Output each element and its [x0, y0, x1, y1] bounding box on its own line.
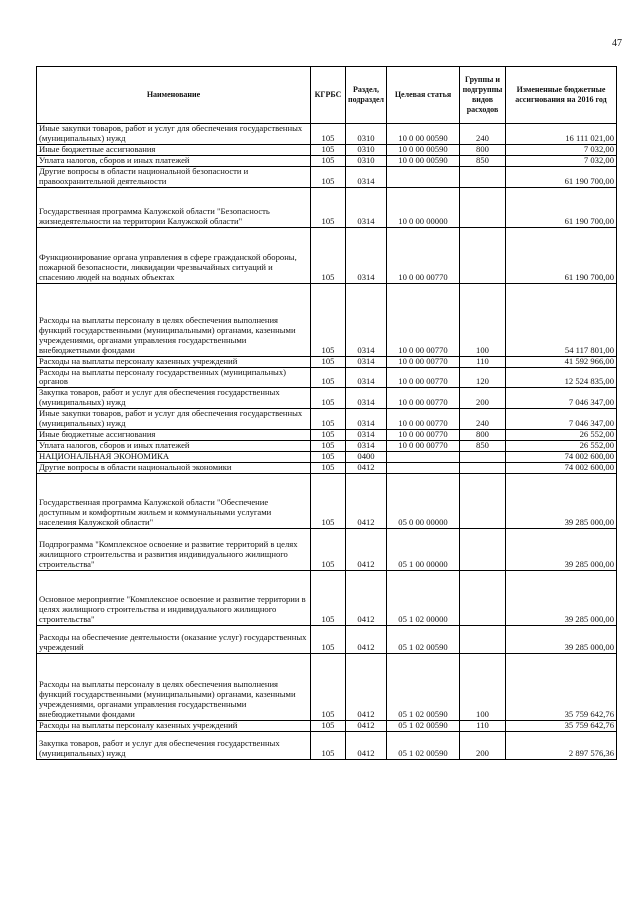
table-row	[37, 570, 617, 625]
cell-section: 0310	[346, 124, 387, 145]
column-header-name: Наименование	[37, 67, 311, 124]
cell-target	[387, 451, 460, 462]
cell-kgrbs: 105	[311, 283, 346, 356]
cell-group: 850	[460, 155, 506, 166]
cell-amount: 74 002 600,00	[506, 462, 617, 473]
cell-amount: 39 285 000,00	[506, 570, 617, 625]
cell-group: 800	[460, 429, 506, 440]
cell-kgrbs: 105	[311, 388, 346, 409]
cell-amount: 39 285 000,00	[506, 473, 617, 528]
cell-kgrbs: 105	[311, 409, 346, 430]
cell-name: Другие вопросы в области национальной экономики	[37, 462, 311, 473]
cell-group	[460, 187, 506, 227]
budget-table	[36, 66, 617, 760]
cell-target: 05 1 00 00000	[387, 528, 460, 570]
cell-group: 100	[460, 283, 506, 356]
cell-target: 10 0 00 00590	[387, 155, 460, 166]
cell-name: Закупка товаров, работ и услуг для обеспечения государственных (муниципальных) нужд	[37, 388, 311, 409]
cell-amount: 39 285 000,00	[506, 625, 617, 653]
cell-name: Расходы на обеспечение деятельности (оказание услуг) государственных учреждений	[37, 625, 311, 653]
cell-target: 10 0 00 00000	[387, 187, 460, 227]
column-header-target: Целевая статья	[387, 67, 460, 124]
cell-name: Государственная программа Калужской области "Обеспечение доступным и комфортным жильем и коммунальными услугами населения Калужской области"	[37, 473, 311, 528]
cell-section: 0314	[346, 429, 387, 440]
cell-section: 0310	[346, 144, 387, 155]
cell-group	[460, 451, 506, 462]
cell-section: 0314	[346, 440, 387, 451]
table-row	[37, 429, 617, 440]
cell-section: 0400	[346, 451, 387, 462]
cell-target: 10 0 00 00770	[387, 429, 460, 440]
column-header-section: Раздел, подраздел	[346, 67, 387, 124]
cell-group: 240	[460, 409, 506, 430]
cell-group	[460, 570, 506, 625]
cell-kgrbs: 105	[311, 155, 346, 166]
cell-kgrbs: 105	[311, 451, 346, 462]
table-row	[37, 155, 617, 166]
table-row	[37, 367, 617, 388]
cell-section: 0412	[346, 462, 387, 473]
cell-amount: 61 190 700,00	[506, 187, 617, 227]
cell-name: Основное мероприятие "Комплексное освоение и развитие территории в целях жилищного строительства и индивидуального жилищного строительства"	[37, 570, 311, 625]
cell-name: Уплата налогов, сборов и иных платежей	[37, 155, 311, 166]
cell-group: 850	[460, 440, 506, 451]
cell-section: 0412	[346, 570, 387, 625]
cell-target: 10 0 00 00590	[387, 124, 460, 145]
cell-target: 05 1 02 00590	[387, 625, 460, 653]
cell-target: 10 0 00 00770	[387, 440, 460, 451]
cell-target: 05 0 00 00000	[387, 473, 460, 528]
cell-group	[460, 462, 506, 473]
cell-target: 10 0 00 00590	[387, 144, 460, 155]
cell-section: 0314	[346, 409, 387, 430]
cell-section: 0314	[346, 388, 387, 409]
table-row	[37, 720, 617, 731]
cell-amount: 16 111 021,00	[506, 124, 617, 145]
cell-kgrbs: 105	[311, 570, 346, 625]
cell-kgrbs: 105	[311, 473, 346, 528]
cell-amount: 7 032,00	[506, 155, 617, 166]
cell-group: 200	[460, 731, 506, 759]
cell-section: 0314	[346, 166, 387, 187]
table-row	[37, 653, 617, 720]
column-header-kgrbs: КГРБС	[311, 67, 346, 124]
cell-target: 10 0 00 00770	[387, 356, 460, 367]
table-row	[37, 283, 617, 356]
cell-target: 05 1 02 00590	[387, 720, 460, 731]
cell-kgrbs: 105	[311, 720, 346, 731]
cell-group	[460, 625, 506, 653]
cell-amount: 2 897 576,36	[506, 731, 617, 759]
table-row	[37, 731, 617, 759]
cell-target	[387, 166, 460, 187]
cell-name: Расходы на выплаты персоналу казенных учреждений	[37, 356, 311, 367]
cell-amount: 61 190 700,00	[506, 166, 617, 187]
cell-target: 10 0 00 00770	[387, 283, 460, 356]
cell-amount: 7 032,00	[506, 144, 617, 155]
cell-kgrbs: 105	[311, 625, 346, 653]
cell-target: 05 1 02 00590	[387, 653, 460, 720]
cell-amount: 26 552,00	[506, 440, 617, 451]
cell-section: 0412	[346, 653, 387, 720]
cell-group: 200	[460, 388, 506, 409]
cell-target: 05 1 02 00000	[387, 570, 460, 625]
cell-name: Иные закупки товаров, работ и услуг для обеспечения государственных (муниципальных) нужд	[37, 409, 311, 430]
cell-name: Другие вопросы в области национальной безопасности и правоохранительной деятельности	[37, 166, 311, 187]
cell-amount: 39 285 000,00	[506, 528, 617, 570]
table-row	[37, 440, 617, 451]
cell-name: Иные закупки товаров, работ и услуг для обеспечения государственных (муниципальных) нужд	[37, 124, 311, 145]
cell-group	[460, 528, 506, 570]
cell-amount: 54 117 801,00	[506, 283, 617, 356]
table-row	[37, 409, 617, 430]
cell-name: Уплата налогов, сборов и иных платежей	[37, 440, 311, 451]
cell-kgrbs: 105	[311, 367, 346, 388]
cell-group: 110	[460, 720, 506, 731]
cell-amount: 7 046 347,00	[506, 388, 617, 409]
cell-section: 0412	[346, 625, 387, 653]
table-row	[37, 462, 617, 473]
cell-kgrbs: 105	[311, 124, 346, 145]
cell-amount: 7 046 347,00	[506, 409, 617, 430]
table-row	[37, 528, 617, 570]
cell-group: 100	[460, 653, 506, 720]
table-row	[37, 144, 617, 155]
cell-group	[460, 166, 506, 187]
table-row	[37, 124, 617, 145]
cell-name: НАЦИОНАЛЬНАЯ ЭКОНОМИКА	[37, 451, 311, 462]
table-row	[37, 451, 617, 462]
table-row	[37, 388, 617, 409]
table-row	[37, 166, 617, 187]
table-row	[37, 227, 617, 283]
cell-section: 0412	[346, 731, 387, 759]
table-row	[37, 473, 617, 528]
cell-section: 0412	[346, 473, 387, 528]
cell-name: Расходы на выплаты персоналу в целях обеспечения выполнения функций государственными (муниципальными) органами, казенными учреждениями, органами управления государственными внебюджетными фондами	[37, 653, 311, 720]
cell-group: 120	[460, 367, 506, 388]
cell-section: 0314	[346, 227, 387, 283]
table-row	[37, 356, 617, 367]
cell-kgrbs: 105	[311, 166, 346, 187]
cell-name: Функционирование органа управления в сфере гражданской обороны, пожарной безопасности, ликвидации чрезвычайных ситуаций и спасению людей на водных объектах	[37, 227, 311, 283]
cell-amount: 26 552,00	[506, 429, 617, 440]
cell-group	[460, 473, 506, 528]
cell-target	[387, 462, 460, 473]
cell-name: Закупка товаров, работ и услуг для обеспечения государственных (муниципальных) нужд	[37, 731, 311, 759]
cell-name: Расходы на выплаты персоналу казенных учреждений	[37, 720, 311, 731]
cell-name: Расходы на выплаты персоналу в целях обеспечения выполнения функций государственными (муниципальными) органами, казенными учреждениями, органами управления государственными внебюджетными фондами	[37, 283, 311, 356]
cell-kgrbs: 105	[311, 429, 346, 440]
cell-name: Подпрограмма "Комплексное освоение и развитие территорий в целях жилищного строительства и развития индивидуального жилищного строительства"	[37, 528, 311, 570]
cell-target: 10 0 00 00770	[387, 388, 460, 409]
cell-amount: 74 002 600,00	[506, 451, 617, 462]
cell-group	[460, 227, 506, 283]
cell-kgrbs: 105	[311, 462, 346, 473]
cell-name: Иные бюджетные ассигнования	[37, 144, 311, 155]
cell-kgrbs: 105	[311, 356, 346, 367]
cell-amount: 41 592 966,00	[506, 356, 617, 367]
cell-amount: 12 524 835,00	[506, 367, 617, 388]
cell-kgrbs: 105	[311, 653, 346, 720]
cell-target: 05 1 02 00590	[387, 731, 460, 759]
cell-group: 800	[460, 144, 506, 155]
table-row	[37, 625, 617, 653]
page-number: 47	[612, 38, 622, 49]
cell-kgrbs: 105	[311, 528, 346, 570]
cell-kgrbs: 105	[311, 731, 346, 759]
cell-name: Расходы на выплаты персоналу государственных (муниципальных) органов	[37, 367, 311, 388]
cell-name: Иные бюджетные ассигнования	[37, 429, 311, 440]
cell-group: 110	[460, 356, 506, 367]
cell-section: 0412	[346, 528, 387, 570]
cell-target: 10 0 00 00770	[387, 409, 460, 430]
cell-amount: 35 759 642,76	[506, 653, 617, 720]
cell-section: 0314	[346, 187, 387, 227]
cell-section: 0314	[346, 367, 387, 388]
cell-kgrbs: 105	[311, 440, 346, 451]
table-header-row	[37, 67, 617, 124]
cell-kgrbs: 105	[311, 187, 346, 227]
column-header-group: Группы и подгруппы видов расходов	[460, 67, 506, 124]
cell-target: 10 0 00 00770	[387, 367, 460, 388]
table-row	[37, 187, 617, 227]
column-header-amount: Измененные бюджетные ассигнования на 2016 год	[506, 67, 617, 124]
cell-section: 0314	[346, 356, 387, 367]
cell-target: 10 0 00 00770	[387, 227, 460, 283]
cell-group: 240	[460, 124, 506, 145]
cell-section: 0314	[346, 283, 387, 356]
cell-name: Государственная программа Калужской области "Безопасность жизнедеятельности на территории Калужской области"	[37, 187, 311, 227]
cell-kgrbs: 105	[311, 144, 346, 155]
cell-section: 0412	[346, 720, 387, 731]
cell-section: 0310	[346, 155, 387, 166]
table-body	[37, 124, 617, 760]
cell-kgrbs: 105	[311, 227, 346, 283]
cell-amount: 35 759 642,76	[506, 720, 617, 731]
cell-amount: 61 190 700,00	[506, 227, 617, 283]
